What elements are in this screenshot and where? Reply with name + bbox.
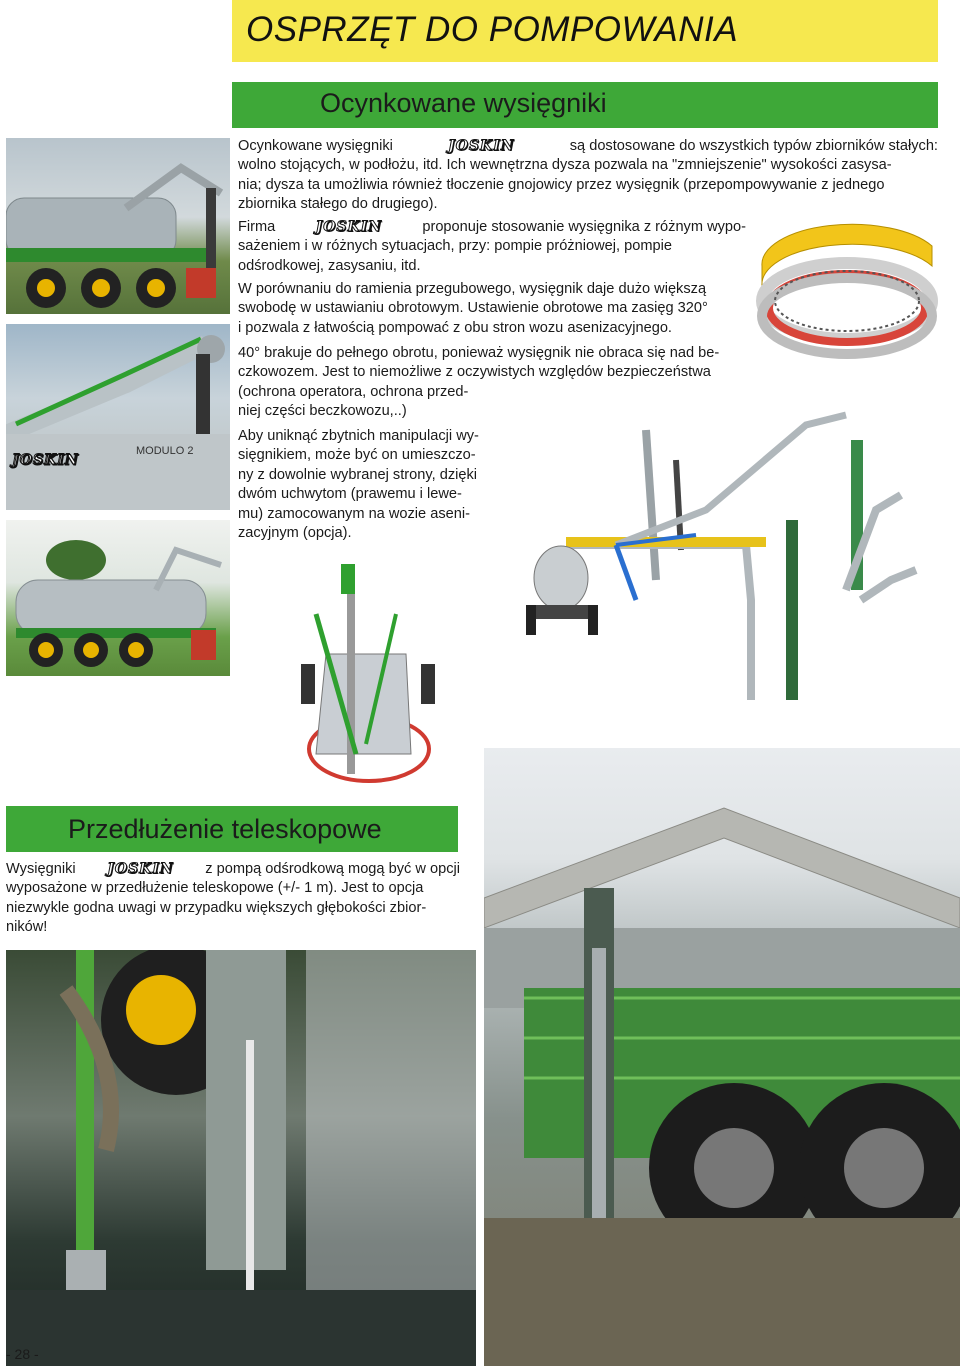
text-line: sięgnikiem, może być on umieszczo- — [238, 447, 476, 464]
text-line: sażeniem i w różnych sytuacjach, przy: pompie próżniowej, pompie — [238, 238, 672, 255]
modulo-label: MODULO 2 — [136, 445, 194, 457]
diagram-boom-rotation — [506, 400, 960, 706]
paragraph-firm — [238, 218, 746, 276]
joskin-logo-text: JOSKIN — [448, 138, 515, 154]
text-line: mu) zamocowanym na wozie aseni- — [238, 505, 470, 522]
paragraph-mounting — [238, 427, 498, 543]
photo-tanker-with-boom-2 — [6, 520, 230, 676]
paragraph-comparison — [238, 280, 746, 338]
tanker-brand-text: JOSKIN — [12, 452, 79, 468]
text-line: Ocynkowane wysięgniki — [238, 138, 393, 154]
text-line: z pompą odśrodkową mogą być w opcji — [205, 861, 460, 877]
text-line: wyposażone w przedłużenie teleskopowe (+/- 1 m). Jest to opcja — [6, 880, 424, 897]
photo-telescopic-in-pit — [6, 950, 476, 1366]
text-line: czkowozem. Jest to niemożliwe z oczywistych względów bezpieczeństwa — [238, 364, 711, 381]
section-title: Przedłużenie teleskopowe — [68, 814, 382, 844]
text-line: niezwykle godna uwagi w przypadku większych głębokości zbior- — [6, 899, 427, 916]
text-line: Aby uniknąć zbytnich manipulacji wy- — [238, 428, 479, 444]
photo-tanker-with-boom-1 — [6, 138, 230, 314]
text-line: i pozwala z łatwością pompować z obu stron wozu asenizacyjnego. — [238, 319, 672, 336]
page-number: - 28 - — [6, 1346, 39, 1362]
text-line: odśrodkowej, zasysaniu, itd. — [238, 257, 421, 274]
illustration-slewing-ring — [752, 206, 942, 366]
text-line: ny z dowolnie wybranej strony, dzięki — [238, 466, 478, 483]
text-line: 40° brakuje do pełnego obrotu, ponieważ wysięgnik nie obraca się nad be- — [238, 345, 720, 361]
illustration-top-view-rotation — [296, 554, 442, 790]
joskin-logo-text: JOSKIN — [107, 861, 174, 877]
section-heading-telescopic-extension — [6, 806, 458, 852]
joskin-logo-text: JOSKIN — [315, 219, 383, 235]
text-line: wolno stojących, w podłożu, itd. Ich wewnętrzna dysza pozwala na "zmniejszenie" wysokości zasysa- — [238, 157, 892, 174]
text-line: Wysięgniki — [6, 861, 76, 877]
text-line: proponuje stosowanie wysięgnika z różnym wypo- — [422, 219, 746, 235]
text-line: niej części beczkowozu,..) — [238, 403, 407, 420]
page-header — [232, 0, 938, 62]
section-title: Ocynkowane wysięgniki — [320, 88, 607, 118]
text-line: są dostosowane do wszystkich typów zbiorników stałych: — [569, 138, 938, 154]
text-line: nia; dysza ta umożliwia również tłoczenie gnojowicy przez wysięgnik (przepompowywanie z jednego — [238, 176, 885, 193]
paragraph-telescopic — [6, 860, 460, 938]
photo-boom-closeup — [6, 324, 230, 510]
text-line: zacyjnym (opcja). — [238, 525, 352, 542]
section-heading-galvanized-booms — [232, 82, 938, 128]
text-line: (ochrona operatora, ochrona przed- — [238, 383, 469, 400]
page-title: OSPRZĘT DO POMPOWANIA — [246, 10, 739, 49]
photo-barn-telescopic-boom — [484, 748, 960, 1366]
text-line: zbiornika stałego do drugiego). — [238, 196, 438, 213]
text-line: W porównaniu do ramienia przegubowego, wysięgnik daje dużo większą — [238, 281, 707, 297]
text-line: ników! — [6, 919, 48, 936]
text-line: Firma — [238, 219, 276, 235]
text-line: dwóm uchwytom (prawemu i lewe- — [238, 486, 462, 503]
paragraph-intro — [238, 137, 938, 215]
text-line: swobodę w ustawianiu obrotowym. Ustawienie obrotowe ma zasięg 320° — [238, 300, 708, 317]
